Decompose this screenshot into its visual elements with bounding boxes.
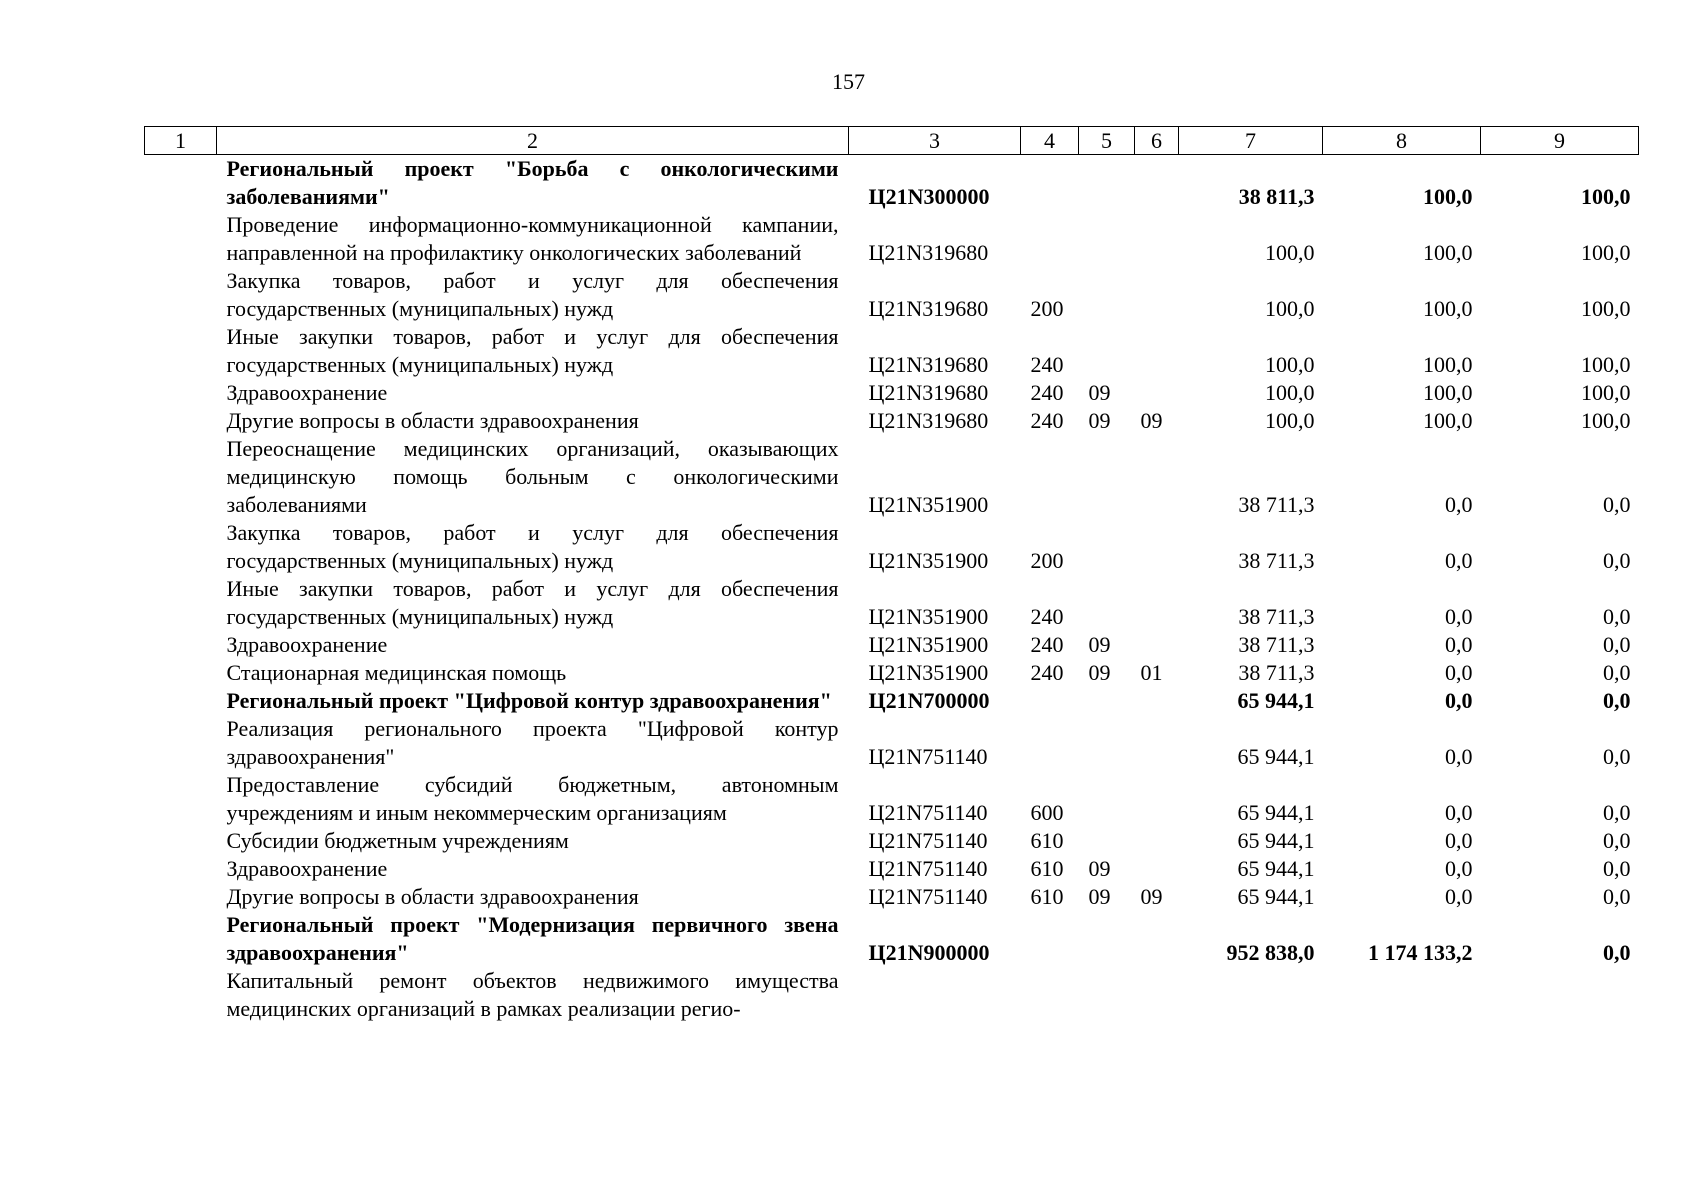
cell-expense-type: 200 (1030, 296, 1064, 321)
cell-amount-9: 0,0 (1603, 744, 1631, 769)
table-row (145, 687, 1639, 715)
table-row (145, 883, 1639, 911)
cell-section (1079, 967, 1135, 1023)
cell-expense-type: 240 (1030, 408, 1064, 433)
cell-name: Здравоохранение (226, 380, 388, 405)
cell-code: Ц21N351900 (868, 548, 989, 573)
cell-name: Здравоохранение (226, 856, 388, 881)
cell-expense-type (1021, 435, 1079, 519)
cell-amount-9: 0,0 (1603, 492, 1631, 517)
cell-name: Иные закупки товаров, работ и услуг для обеспечения государственных (муниципальных) нужд (226, 324, 839, 377)
cell-col1 (145, 911, 217, 967)
cell-subsection (1135, 267, 1179, 323)
cell-col1 (145, 407, 217, 435)
cell-amount-8: 100,0 (1423, 184, 1473, 209)
cell-col1 (145, 435, 217, 519)
cell-amount-9: 0,0 (1603, 604, 1631, 629)
cell-code: Ц21N351900 (868, 660, 989, 685)
cell-subsection (1135, 519, 1179, 575)
cell-section: 09 (1088, 884, 1111, 909)
cell-amount-8: 100,0 (1423, 296, 1473, 321)
cell-section (1079, 911, 1135, 967)
cell-amount-9: 0,0 (1603, 828, 1631, 853)
cell-subsection: 09 (1140, 884, 1163, 909)
table-row (145, 575, 1639, 631)
cell-amount-7 (1179, 967, 1323, 1023)
column-header-4: 4 (1021, 127, 1079, 155)
cell-amount-9: 100,0 (1581, 296, 1631, 321)
cell-expense-type: 200 (1030, 548, 1064, 573)
cell-amount-9: 0,0 (1603, 800, 1631, 825)
cell-name: Другие вопросы в области здравоохранения (226, 884, 639, 909)
table-header-row (145, 127, 1639, 155)
cell-amount-9: 100,0 (1581, 408, 1631, 433)
cell-name: Здравоохранение (226, 632, 388, 657)
cell-amount-8: 0,0 (1445, 744, 1473, 769)
cell-col1 (145, 687, 217, 715)
cell-code: Ц21N351900 (868, 632, 989, 657)
cell-amount-9: 100,0 (1581, 240, 1631, 265)
cell-section (1079, 267, 1135, 323)
cell-subsection (1135, 575, 1179, 631)
cell-amount-7: 65 944,1 (1237, 856, 1315, 881)
cell-amount-9: 0,0 (1603, 632, 1631, 657)
cell-expense-type (1021, 715, 1079, 771)
table-row (145, 155, 1639, 212)
cell-subsection (1135, 715, 1179, 771)
cell-amount-8: 0,0 (1445, 660, 1473, 685)
cell-col1 (145, 715, 217, 771)
cell-expense-type (1021, 155, 1079, 212)
page-number: 157 (832, 69, 865, 94)
cell-amount-9: 100,0 (1581, 184, 1631, 209)
cell-name: Иные закупки товаров, работ и услуг для обеспечения государственных (муниципальных) нужд (226, 576, 839, 629)
cell-expense-type: 240 (1030, 660, 1064, 685)
cell-name: Стационарная медицинская помощь (226, 660, 567, 685)
cell-amount-9: 0,0 (1603, 940, 1631, 965)
cell-col1 (145, 211, 217, 267)
cell-col1 (145, 575, 217, 631)
cell-amount-7: 38 711,3 (1238, 492, 1315, 517)
cell-amount-7: 100,0 (1265, 296, 1315, 321)
cell-amount-7: 38 811,3 (1238, 184, 1315, 209)
cell-code: Ц21N319680 (868, 240, 989, 265)
cell-section (1079, 323, 1135, 379)
cell-col1 (145, 883, 217, 911)
cell-section (1079, 827, 1135, 855)
cell-amount-8: 0,0 (1445, 548, 1473, 573)
table-row (145, 519, 1639, 575)
cell-amount-8: 100,0 (1423, 380, 1473, 405)
table-row (145, 435, 1639, 519)
cell-section: 09 (1088, 660, 1111, 685)
cell-section: 09 (1088, 408, 1111, 433)
cell-expense-type (1021, 211, 1079, 267)
cell-name: Капитальный ремонт объектов недвижимого имущества медицинских организаций в рамках реализации регио- (226, 968, 839, 1021)
cell-code: Ц21N319680 (868, 408, 989, 433)
cell-code: Ц21N751140 (868, 744, 988, 769)
table-row (145, 715, 1639, 771)
cell-amount-7: 65 944,1 (1237, 828, 1315, 853)
table-row (145, 379, 1639, 407)
cell-amount-9: 0,0 (1603, 660, 1631, 685)
cell-expense-type: 240 (1030, 632, 1064, 657)
cell-code: Ц21N751140 (868, 828, 988, 853)
cell-amount-9: 0,0 (1603, 856, 1631, 881)
cell-code: Ц21N319680 (868, 296, 989, 321)
cell-name: Закупка товаров, работ и услуг для обеспечения государственных (муниципальных) нужд (226, 520, 839, 573)
cell-section: 09 (1088, 380, 1111, 405)
cell-subsection (1135, 323, 1179, 379)
cell-code: Ц21N700000 (868, 688, 990, 713)
table-row (145, 211, 1639, 267)
column-header-5: 5 (1079, 127, 1135, 155)
cell-subsection: 09 (1140, 408, 1163, 433)
table-row (145, 967, 1639, 1023)
cell-amount-7: 100,0 (1265, 408, 1315, 433)
cell-name: Реализация регионального проекта "Цифровой контур здравоохранения" (226, 716, 839, 769)
cell-subsection (1135, 435, 1179, 519)
cell-col1 (145, 519, 217, 575)
cell-col1 (145, 379, 217, 407)
cell-amount-8: 0,0 (1445, 632, 1473, 657)
cell-amount-9: 0,0 (1603, 884, 1631, 909)
cell-section (1079, 771, 1135, 827)
cell-code: Ц21N900000 (868, 940, 990, 965)
table-row (145, 855, 1639, 883)
cell-amount-7: 38 711,3 (1238, 660, 1315, 685)
cell-amount-7: 38 711,3 (1238, 632, 1315, 657)
cell-section: 09 (1088, 856, 1111, 881)
cell-expense-type: 610 (1030, 856, 1064, 881)
cell-code: Ц21N319680 (868, 380, 989, 405)
cell-amount-7: 65 944,1 (1237, 800, 1315, 825)
cell-subsection: 01 (1140, 660, 1163, 685)
cell-section (1079, 715, 1135, 771)
cell-amount-8 (1323, 967, 1481, 1023)
table-row (145, 407, 1639, 435)
cell-section (1079, 155, 1135, 212)
cell-code: Ц21N351900 (868, 492, 989, 517)
cell-col1 (145, 659, 217, 687)
cell-amount-9: 100,0 (1581, 352, 1631, 377)
cell-section (1079, 519, 1135, 575)
cell-code (849, 967, 1021, 1023)
cell-amount-8: 100,0 (1423, 408, 1473, 433)
cell-name: Переоснащение медицинских организаций, оказывающих медицинскую помощь больным с онкологическими заболеваниями (226, 436, 839, 517)
cell-name: Предоставление субсидий бюджетным, автономным учреждениям и иным некоммерческим организациям (226, 772, 839, 825)
cell-expense-type: 240 (1030, 380, 1064, 405)
cell-amount-8: 0,0 (1445, 688, 1473, 713)
cell-expense-type (1021, 687, 1079, 715)
column-header-7: 7 (1179, 127, 1323, 155)
column-header-3: 3 (849, 127, 1021, 155)
cell-code: Ц21N751140 (868, 856, 988, 881)
cell-name: Региональный проект "Цифровой контур здравоохранения" (226, 688, 832, 713)
table-body (145, 155, 1639, 1024)
cell-subsection (1135, 911, 1179, 967)
cell-col1 (145, 155, 217, 212)
cell-section (1079, 575, 1135, 631)
cell-amount-7: 100,0 (1265, 380, 1315, 405)
cell-col1 (145, 323, 217, 379)
cell-col1 (145, 631, 217, 659)
budget-table (144, 126, 1639, 1023)
cell-amount-9: 0,0 (1603, 548, 1631, 573)
cell-subsection (1135, 827, 1179, 855)
cell-amount-7: 65 944,1 (1237, 744, 1315, 769)
column-header-8: 8 (1323, 127, 1481, 155)
column-header-1: 1 (145, 127, 217, 155)
cell-code: Ц21N751140 (868, 800, 988, 825)
table-row (145, 911, 1639, 967)
table-row (145, 659, 1639, 687)
cell-expense-type: 610 (1030, 884, 1064, 909)
cell-subsection (1135, 155, 1179, 212)
cell-section: 09 (1088, 632, 1111, 657)
cell-amount-8: 0,0 (1445, 800, 1473, 825)
cell-amount-7: 100,0 (1265, 352, 1315, 377)
cell-subsection (1135, 631, 1179, 659)
cell-amount-7: 38 711,3 (1238, 548, 1315, 573)
cell-code: Ц21N351900 (868, 604, 989, 629)
cell-amount-8: 0,0 (1445, 604, 1473, 629)
cell-section (1079, 211, 1135, 267)
cell-expense-type (1021, 911, 1079, 967)
cell-amount-8: 1 174 133,2 (1368, 940, 1473, 965)
cell-amount-7: 100,0 (1265, 240, 1315, 265)
cell-section (1079, 435, 1135, 519)
cell-name: Проведение информационно-коммуникационной кампании, направленной на профилактику онкологических заболеваний (226, 212, 839, 265)
cell-amount-7: 65 944,1 (1237, 688, 1315, 713)
cell-col1 (145, 771, 217, 827)
cell-code: Ц21N751140 (868, 884, 988, 909)
column-header-6: 6 (1135, 127, 1179, 155)
cell-subsection (1135, 211, 1179, 267)
cell-code: Ц21N300000 (868, 184, 990, 209)
cell-amount-8: 100,0 (1423, 352, 1473, 377)
column-header-2: 2 (217, 127, 849, 155)
cell-expense-type: 240 (1030, 352, 1064, 377)
cell-amount-8: 0,0 (1445, 884, 1473, 909)
cell-code: Ц21N319680 (868, 352, 989, 377)
cell-amount-8: 0,0 (1445, 856, 1473, 881)
cell-col1 (145, 827, 217, 855)
cell-expense-type: 600 (1030, 800, 1064, 825)
cell-section (1079, 687, 1135, 715)
cell-subsection (1135, 687, 1179, 715)
table-row (145, 827, 1639, 855)
cell-name: Закупка товаров, работ и услуг для обеспечения государственных (муниципальных) нужд (226, 268, 839, 321)
cell-amount-9: 0,0 (1603, 688, 1631, 713)
cell-amount-7: 65 944,1 (1237, 884, 1315, 909)
cell-subsection (1135, 379, 1179, 407)
table-row (145, 631, 1639, 659)
cell-subsection (1135, 855, 1179, 883)
cell-expense-type: 240 (1030, 604, 1064, 629)
cell-expense-type (1021, 967, 1079, 1023)
cell-name: Субсидии бюджетным учреждениям (226, 828, 569, 853)
cell-name: Региональный проект "Борьба с онкологическими заболеваниями" (226, 156, 839, 209)
cell-amount-9: 100,0 (1581, 380, 1631, 405)
cell-amount-8: 0,0 (1445, 492, 1473, 517)
cell-amount-7: 952 838,0 (1226, 940, 1315, 965)
cell-name: Другие вопросы в области здравоохранения (226, 408, 639, 433)
cell-amount-8: 100,0 (1423, 240, 1473, 265)
cell-col1 (145, 855, 217, 883)
table-row (145, 323, 1639, 379)
table-row (145, 267, 1639, 323)
cell-subsection (1135, 967, 1179, 1023)
cell-expense-type: 610 (1030, 828, 1064, 853)
column-header-9: 9 (1481, 127, 1639, 155)
cell-col1 (145, 967, 217, 1023)
table-row (145, 771, 1639, 827)
cell-amount-8: 0,0 (1445, 828, 1473, 853)
cell-name: Региональный проект "Модернизация первичного звена здравоохранения" (226, 912, 839, 965)
cell-amount-9 (1481, 967, 1639, 1023)
cell-subsection (1135, 771, 1179, 827)
cell-col1 (145, 267, 217, 323)
cell-amount-7: 38 711,3 (1238, 604, 1315, 629)
